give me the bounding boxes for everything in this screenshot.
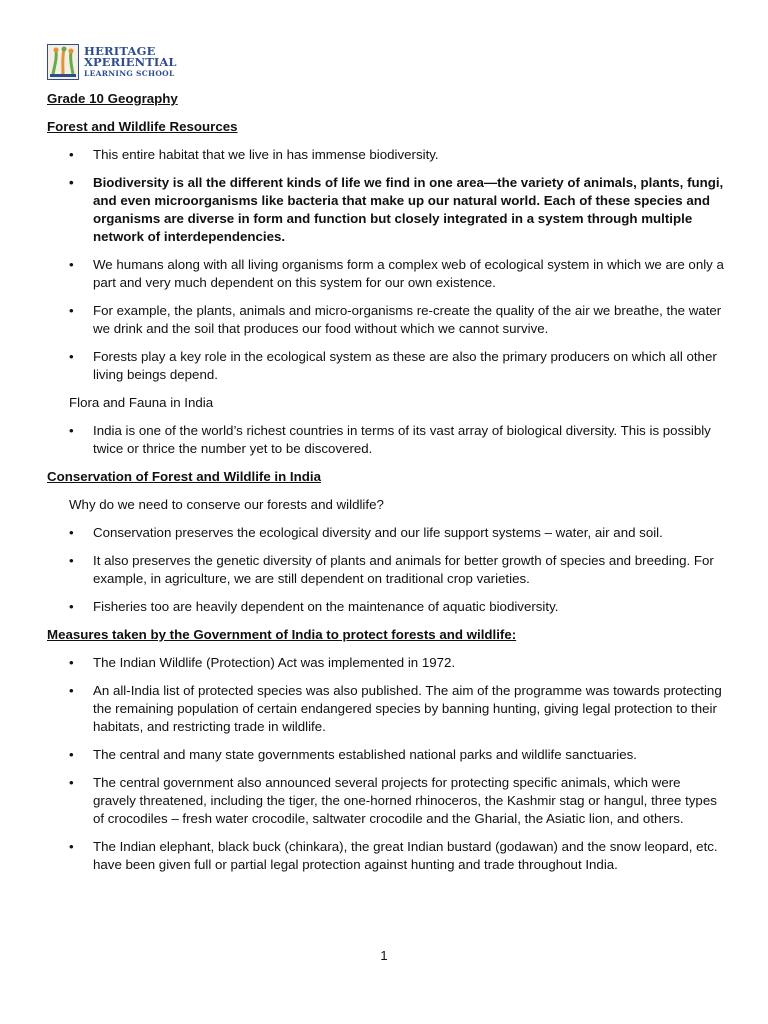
list-item: • An all-India list of protected species was also published. The aim of the programme was towards protecting the remaining population of certain endangered species by banning hunting, giving legal protection to their habitats, and restricting trade in wildlife.	[47, 682, 727, 736]
section-heading-forest-wildlife: Forest and Wildlife Resources	[47, 119, 238, 134]
list-item: • Fisheries too are heavily dependent on the maintenance of aquatic biodiversity.	[47, 598, 727, 616]
list-item: • Forests play a key role in the ecological system as these are also the primary producers on which all other living beings depend.	[47, 348, 727, 384]
document-body	[47, 90, 727, 884]
list-item: • It also preserves the genetic diversity of plants and animals for better growth of species and breeding. For example, in agriculture, we are still dependent on traditional crop varieties.	[47, 552, 727, 588]
bullet-list-forest-wildlife	[47, 146, 727, 384]
conservation-question: Why do we need to conserve our forests and wildlife?	[69, 497, 384, 512]
school-logo-text	[84, 43, 177, 79]
flora-fauna-label: Flora and Fauna in India	[69, 395, 214, 410]
page-number: 1	[380, 948, 388, 963]
logo-line-1: HERITAGE	[84, 43, 156, 58]
list-item: • The central and many state governments established national parks and wildlife sanctuaries.	[47, 746, 727, 764]
school-logo-icon	[47, 44, 79, 80]
list-item: • This entire habitat that we live in has immense biodiversity.	[47, 146, 727, 164]
list-item: • The central government also announced several projects for protecting specific animals, which were gravely threatened, including the tiger, the one-horned rhinoceros, the Kashmir stag or hangul, three types of crocodiles – fresh water crocodile, saltwater crocodile and the Gharial, the Asiatic lion, and others.	[47, 774, 727, 828]
list-item: • The Indian elephant, black buck (chinkara), the great Indian bustard (godawan) and the snow leopard, etc. have been given full or partial legal protection against hunting and trade throughout India.	[47, 838, 727, 874]
list-item: • Conservation preserves the ecological diversity and our life support systems – water, air and soil.	[47, 524, 727, 542]
bullet-list-conservation	[47, 524, 727, 616]
bullet-list-government-measures	[47, 654, 727, 874]
list-item: • Biodiversity is all the different kinds of life we find in one area—the variety of animals, plants, fungi, and even microorganisms like bacteria that make up our natural world. Each of these species and organisms are diverse in form and function but closely integrated in a system through multiple network of interdependencies.	[47, 174, 727, 246]
section-heading-conservation: Conservation of Forest and Wildlife in India	[47, 469, 321, 484]
list-item: • India is one of the world’s richest countries in terms of its vast array of biological diversity. This is possibly twice or thrice the number yet to be discovered.	[47, 422, 727, 458]
list-item: • We humans along with all living organisms form a complex web of ecological system in which we are only a part and very much dependent on this system for our own existence.	[47, 256, 727, 292]
section-heading-government-measures: Measures taken by the Government of India to protect forests and wildlife:	[47, 627, 517, 642]
list-item: • The Indian Wildlife (Protection) Act was implemented in 1972.	[47, 654, 727, 672]
logo-line-3: LEARNING SCHOOL	[84, 68, 175, 78]
grade-title: Grade 10 Geography	[47, 91, 178, 106]
school-logo	[47, 43, 187, 81]
logo-line-2: XPERIENTIAL	[84, 54, 177, 69]
bullet-list-flora-fauna	[47, 422, 727, 458]
list-item: • For example, the plants, animals and micro-organisms re-create the quality of the air we breathe, the water we drink and the soil that produces our food without which we cannot survive.	[47, 302, 727, 338]
